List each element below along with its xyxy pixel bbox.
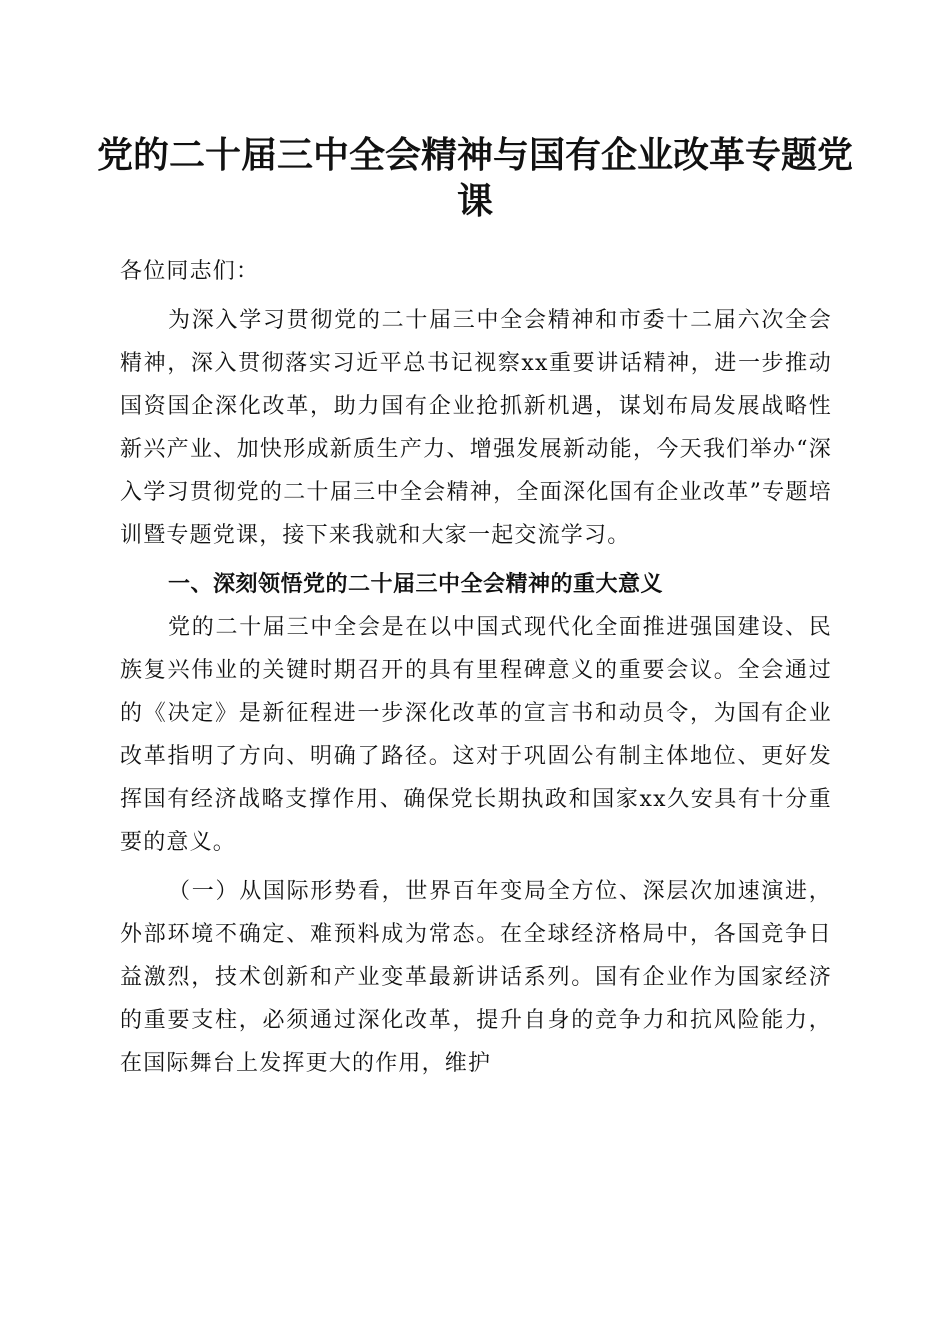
document-body xyxy=(120,250,832,1085)
greeting: 各位同志们： xyxy=(120,259,260,284)
section-1-paragraph: 党的二十届三中全会是在以中国式现代化全面推进强国建设、民族复兴伟业的关键时期召开的具有里程碑意义的重要会议。全会通过的《决定》是新征程进一步深化改革的宣言书和动员令，为国有企业改革指明了方向、明确了路径。这对于巩固公有制主体地位、更好发挥国有经济战略支撑作用、确保党长期执政和国家xx久安具有十分重要的意义。 xyxy=(120,615,832,855)
subsection-1-paragraph: （一）从国际形势看，世界百年变局全方位、深层次加速演进，外部环境不确定、难预料成为常态。在全球经济格局中，各国竞争日益激烈，技术创新和产业变革最新讲话系列。国有企业作为国家经济的重要支柱，必须通过深化改革，提升自身的竞争力和抗风险能力，在国际舞台上发挥更大的作用，维护 xyxy=(120,879,832,1076)
document-title: 党的二十届三中全会精神与国有企业改革专题党课 xyxy=(96,134,853,222)
intro-paragraph: 为深入学习贯彻党的二十届三中全会精神和市委十二届六次全会精神，深入贯彻落实习近平总书记视察xx重要讲话精神，进一步推动国资国企深化改革，助力国有企业抢抓新机遇，谋划布局发展战略性新兴产业、加快形成新质生产力、增强发展新动能，今天我们举办“深入学习贯彻党的二十届三中全会精神，全面深化国有企业改革”专题培训暨专题党课，接下来我就和大家一起交流学习。 xyxy=(120,308,832,548)
section-heading-1: 一、深刻领悟党的二十届三中全会精神的重大意义 xyxy=(168,572,664,597)
